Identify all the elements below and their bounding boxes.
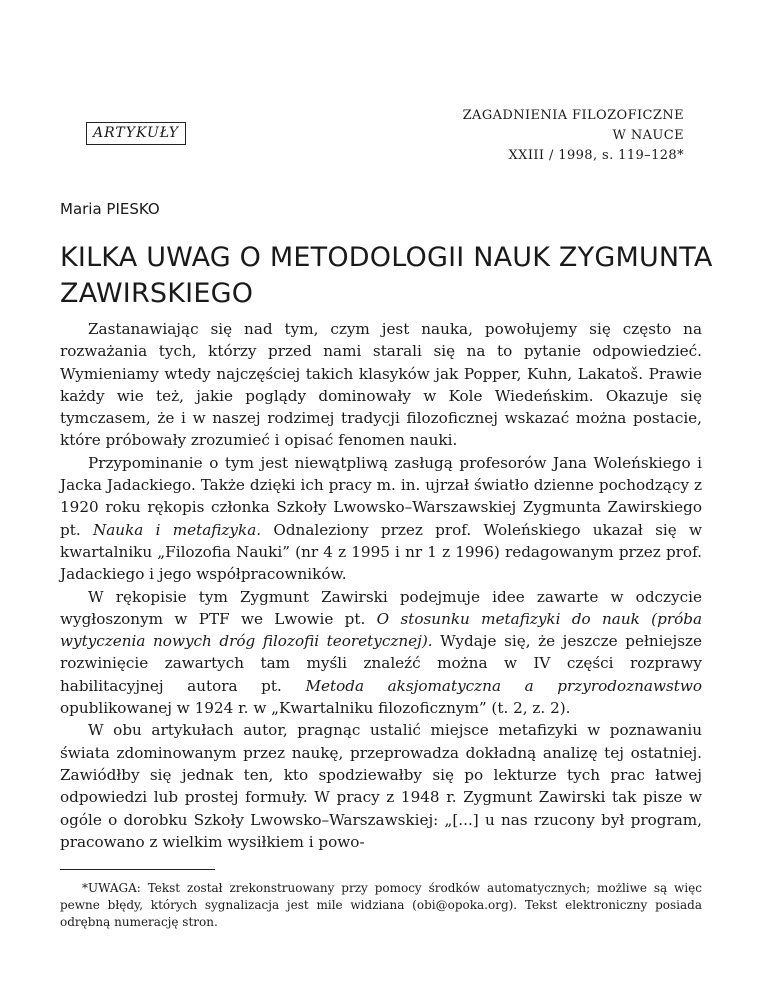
author-name: Maria PIESKO: [60, 200, 160, 218]
paragraph-2-text-a: Przypominanie o tym jest niewątpliwą zasługą profesorów Jana Woleńskiego i Jacka Jadackiego. Także dzięki ich pracy m. in. ujrzał światło dzienne pochodzący z 1920 roku rękopis członka Szkoły Lwowsko–Warszawskiej Zygmunta Zawirskiego pt.: [60, 453, 702, 539]
paragraph-1: Zastanawiając się nad tym, czym jest nauka, powołujemy się często na rozważania tych, którzy przed nami starali się na to pytanie odpowiedzieć. Wymieniamy wtedy najczęściej takich klasyków jak Popper, Kuhn, Lakatoš. Prawie każdy wie też, jakie poglądy dominowały w Kole Wiedeńskim. Okazuje się tymczasem, że i w naszej rodzimej tradycji filozoficznej wskazać można postacie, które próbowały zrozumieć i opisać fenomen nauki.: [60, 320, 702, 450]
article-body: [60, 318, 702, 853]
footnote-divider: [60, 869, 215, 870]
journal-volume-pages: XXIII / 1998, s. 119–128*: [508, 148, 684, 163]
cited-title-o-stosunku-metafizyki: O stosunku metafizyki do nauk (próba wytyczenia nowych dróg filozofii teoretycznej).: [60, 609, 702, 651]
paragraph-3-text-a: W rękopisie tym Zygmunt Zawirski podejmuje idee zawarte w odczycie wygłoszonym w PTF we Lwowie pt.: [60, 587, 702, 628]
paragraph-3: [60, 586, 702, 720]
paragraph-3-text-b: Wydaje się, że jeszcze pełniejsze rozwinięcie zawartych tam myśli znaleźć można w IV części rozprawy habilitacyjnej autora pt.: [60, 632, 702, 695]
paragraph-2: [60, 452, 702, 586]
journal-name-cont: W NAUCE: [612, 128, 684, 143]
article-title: KILKA UWAG O METODOLOGII NAUK ZYGMUNTA ZAWIRSKIEGO: [60, 242, 713, 309]
section-label: ARTYKUŁY: [86, 122, 186, 145]
journal-info: [364, 106, 684, 166]
paragraph-3-text-c: opublikowanej w 1924 r. w „Kwartalniku filozoficznym” (t. 2, z. 2).: [60, 699, 571, 718]
paragraph-4: W obu artykułach autor, pragnąc ustalić miejsce metafizyki w poznawaniu świata zdominowanym przez naukę, przeprowadza dokładną analizę tej ostatniej. Zawiódłby się jednak ten, kto spodziewałby się po lekturze tych prac łatwej odpowiedzi lub prostej formuły. W pracy z 1948 r. Zygmunt Zawirski tak pisze w ogóle o dorobku Szkoły Lwowsko–Warszawskiej: „[...] u nas rzucony był program, pracowano z wielkim wysiłkiem i powo-: [60, 721, 702, 851]
journal-name: ZAGADNIENIA FILOZOFICZNE: [462, 108, 684, 123]
footnote: *UWAGA: Tekst został zrekonstruowany przy pomocy środków automatycznych; możliwe są więc pewne błędy, których sygnalizacja jest mile widziana (obi@opoka.org). Tekst elektroniczny posiada odrębną numerację stron.: [60, 881, 702, 929]
cited-title-metoda-aksjomatyczna: Metoda aksjomatyczna a przyrodoznawstwo: [305, 676, 702, 695]
paragraph-2-text-b: Odnaleziony przez prof. Woleńskiego ukazał się w kwartalniku „Filozofia Nauki” (nr 4 z 1995 i nr 1 z 1996) redagowanym przez prof. Jadackiego i jego współpracowników.: [60, 520, 702, 584]
cited-title-nauka-i-metafizyka: Nauka i metafizyka.: [92, 520, 262, 539]
